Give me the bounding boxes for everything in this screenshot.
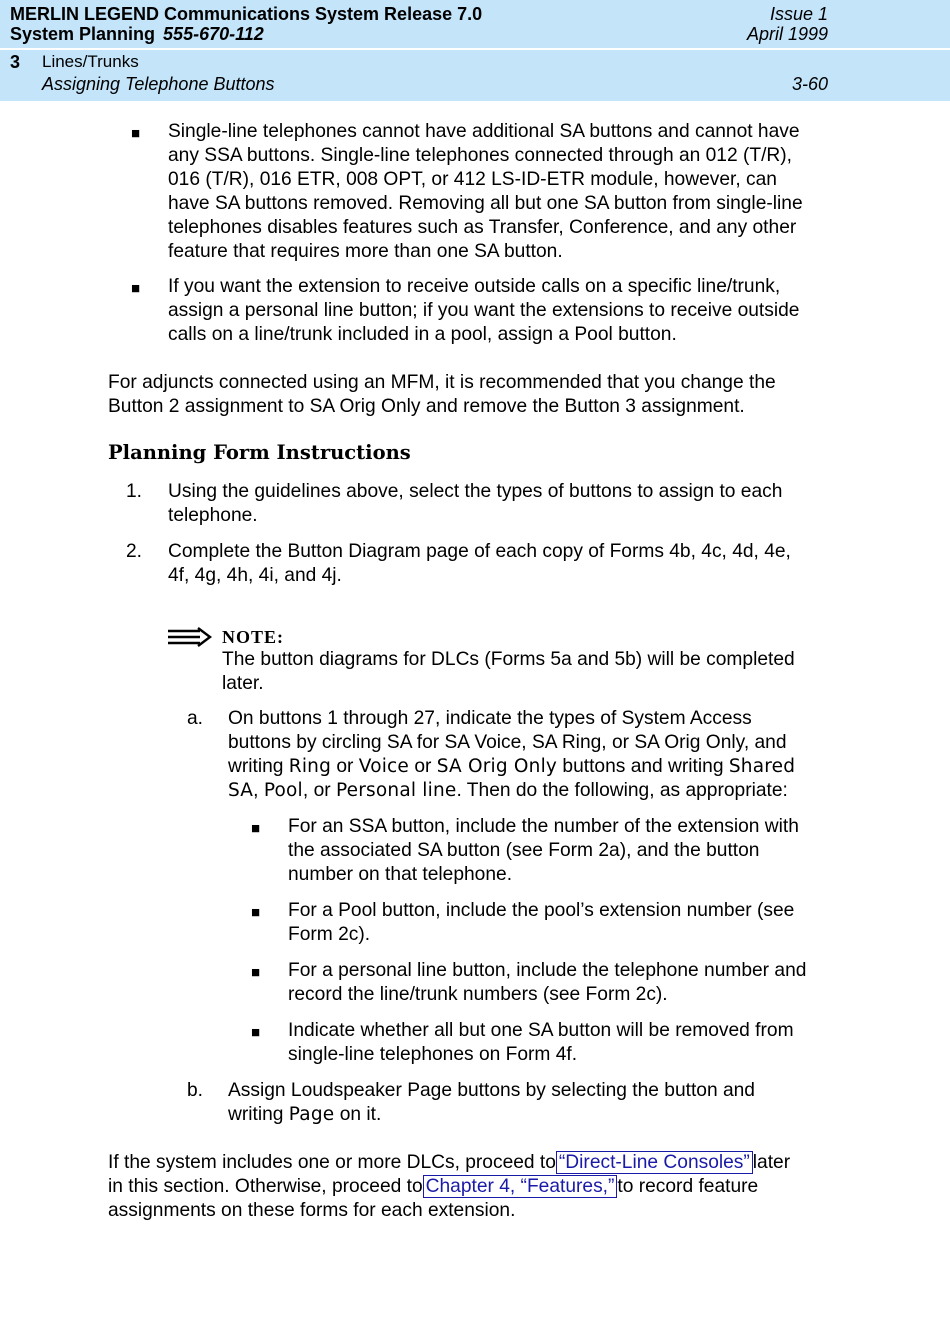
handwritten-sa-orig-only: SA Orig Only bbox=[436, 756, 558, 777]
text-line: have SA buttons removed. Removing all but one SA button from single-line bbox=[168, 193, 803, 214]
handwritten-voice: Voice bbox=[358, 756, 410, 777]
text-segment: to record feature bbox=[617, 1176, 759, 1197]
chapter-name: Lines/Trunks bbox=[42, 52, 139, 71]
text-line: For adjuncts connected using an MFM, it is recommended that you change the bbox=[108, 372, 776, 393]
text-line bbox=[228, 755, 795, 779]
text-line bbox=[108, 1175, 790, 1199]
sub-bullet-personal-line bbox=[288, 959, 806, 1007]
text-line: Button 2 assignment to SA Orig Only and remove the Button 3 assignment. bbox=[108, 396, 745, 417]
chapter-number: 3 bbox=[10, 52, 21, 72]
substep-a bbox=[228, 707, 795, 803]
text-segment: later bbox=[752, 1152, 791, 1173]
bullet-item-single-line bbox=[168, 120, 803, 264]
handwritten-sa: SA bbox=[228, 780, 254, 801]
text-line: any SSA buttons. Single-line telephones connected through an 012 (T/R), bbox=[168, 145, 792, 166]
link-chapter-4-features[interactable]: Chapter 4, “Features,” bbox=[423, 1175, 618, 1198]
text-line bbox=[228, 1103, 755, 1127]
document-title: MERLIN LEGEND Communications System Release 7.0 bbox=[10, 4, 483, 24]
text-segment: on it. bbox=[334, 1104, 382, 1125]
bullet-icon: ■ bbox=[131, 125, 141, 142]
note-label: NOTE: bbox=[222, 627, 285, 647]
section-heading: Planning Form Instructions bbox=[108, 441, 411, 464]
step-number: 1. bbox=[126, 481, 143, 502]
handwritten-pool: Pool bbox=[263, 780, 303, 801]
text-segment: , or bbox=[302, 780, 336, 801]
step-number: 2. bbox=[126, 541, 143, 562]
text-line: assign a personal line button; if you want the extensions to receive outside bbox=[168, 300, 800, 321]
text-line: Assign Loudspeaker Page buttons by selecting the button and bbox=[228, 1080, 755, 1101]
handwritten-shared: Shared bbox=[728, 756, 796, 777]
substep-letter: a. bbox=[187, 708, 204, 729]
handwritten-page: Page bbox=[288, 1104, 335, 1125]
text-line: the associated SA button (see Form 2a), and the button bbox=[288, 840, 760, 861]
text-line: For a personal line button, include the telephone number and bbox=[288, 960, 807, 981]
page-number: 3-60 bbox=[791, 74, 828, 94]
step-1 bbox=[168, 480, 782, 528]
text-segment: or bbox=[331, 756, 359, 777]
bullet-icon: ■ bbox=[251, 820, 261, 837]
header-divider bbox=[0, 48, 950, 50]
page-header bbox=[0, 0, 950, 101]
bullet-icon: ■ bbox=[131, 280, 141, 297]
text-segment: or bbox=[409, 756, 437, 777]
text-line: number on that telephone. bbox=[288, 864, 513, 885]
text-line: On buttons 1 through 27, indicate the types of System Access bbox=[228, 708, 752, 729]
note-pencil-icon bbox=[168, 627, 212, 649]
note-text bbox=[222, 648, 795, 696]
subtitle-text: System Planning bbox=[10, 24, 156, 44]
issue-date: April 1999 bbox=[746, 24, 828, 44]
text-segment: buttons and writing bbox=[557, 756, 729, 777]
text-segment: . Then do the following, as appropriate: bbox=[456, 780, 788, 801]
text-line: record the line/trunk numbers (see Form 2c). bbox=[288, 984, 668, 1005]
text-line: Form 2c). bbox=[288, 924, 371, 945]
text-line: Complete the Button Diagram page of each copy of Forms 4b, 4c, 4d, 4e, bbox=[168, 541, 791, 562]
text-segment: in this section. Otherwise, proceed to bbox=[108, 1176, 423, 1197]
text-segment: writing bbox=[228, 756, 289, 777]
substep-b bbox=[228, 1079, 755, 1127]
handwritten-ring: Ring bbox=[288, 756, 332, 777]
bullet-icon: ■ bbox=[251, 904, 261, 921]
issue-label: Issue 1 bbox=[769, 4, 828, 24]
text-line: If you want the extension to receive outside calls on a specific line/trunk, bbox=[168, 276, 781, 297]
handwritten-personal-line: Personal line bbox=[335, 780, 457, 801]
text-segment: , bbox=[253, 780, 264, 801]
text-line: For a Pool button, include the pool’s extension number (see bbox=[288, 900, 795, 921]
text-line: calls on a line/trunk included in a pool, assign a Pool button. bbox=[168, 324, 677, 345]
text-line bbox=[108, 1151, 790, 1175]
text-line: telephones disables features such as Transfer, Conference, and any other bbox=[168, 217, 797, 238]
document-subtitle bbox=[10, 24, 264, 44]
text-line: feature that requires more than one SA button. bbox=[168, 241, 563, 262]
link-direct-line-consoles[interactable]: “Direct-Line Consoles” bbox=[556, 1151, 753, 1174]
text-line: 4f, 4g, 4h, 4i, and 4j. bbox=[168, 565, 342, 586]
text-segment: writing bbox=[228, 1104, 289, 1125]
adjuncts-paragraph bbox=[108, 371, 776, 419]
text-line: telephone. bbox=[168, 505, 258, 526]
sub-bullet-remove-sa bbox=[288, 1019, 794, 1067]
text-line: Single-line telephones cannot have additional SA buttons and cannot have bbox=[168, 121, 800, 142]
doc-code: 555-670-112 bbox=[163, 24, 264, 44]
step-2 bbox=[168, 540, 791, 588]
text-line bbox=[228, 779, 795, 803]
bullet-item-outside-calls bbox=[168, 275, 799, 347]
final-paragraph bbox=[108, 1151, 790, 1223]
text-line: buttons by circling SA for SA Voice, SA Ring, or SA Orig Only, and bbox=[228, 732, 787, 753]
text-line: 016 (T/R), 016 ETR, 008 OPT, or 412 LS-ID-ETR module, however, can bbox=[168, 169, 777, 190]
text-line: assignments on these forms for each extension. bbox=[108, 1200, 516, 1221]
sub-bullet-ssa bbox=[288, 815, 799, 887]
text-segment: If the system includes one or more DLCs, proceed to bbox=[108, 1152, 556, 1173]
text-line: The button diagrams for DLCs (Forms 5a and 5b) will be completed bbox=[222, 649, 795, 670]
section-title: Assigning Telephone Buttons bbox=[42, 74, 275, 94]
text-line: Using the guidelines above, select the types of buttons to assign to each bbox=[168, 481, 783, 502]
bullet-icon: ■ bbox=[251, 964, 261, 981]
text-line: single-line telephones on Form 4f. bbox=[288, 1044, 578, 1065]
text-line: later. bbox=[222, 673, 264, 694]
sub-bullet-pool bbox=[288, 899, 794, 947]
text-line: For an SSA button, include the number of the extension with bbox=[288, 816, 799, 837]
bullet-icon: ■ bbox=[251, 1024, 261, 1041]
text-line: Indicate whether all but one SA button will be removed from bbox=[288, 1020, 794, 1041]
substep-letter: b. bbox=[187, 1080, 204, 1101]
